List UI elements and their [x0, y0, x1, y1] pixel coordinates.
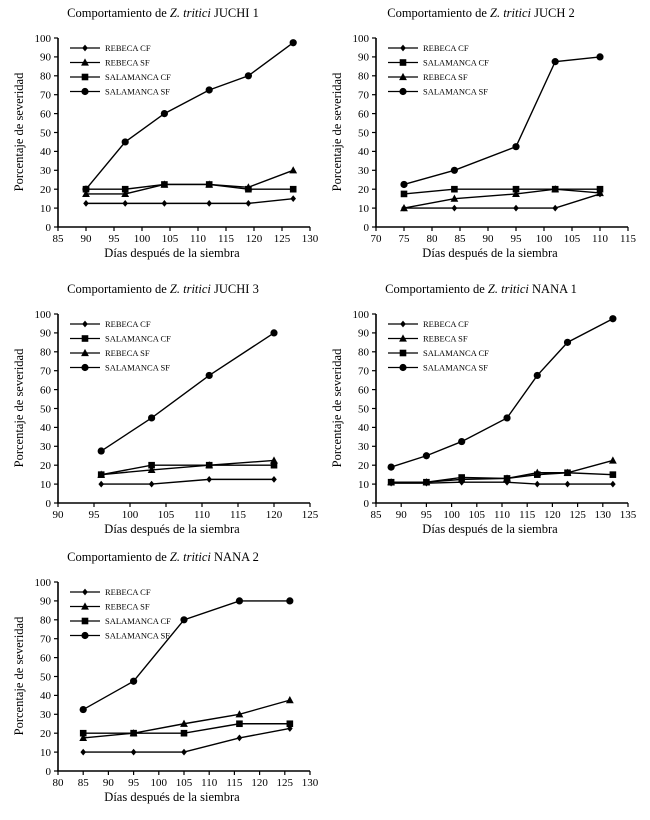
chart-title-suffix: JUCH 2	[530, 6, 575, 20]
x-tick-label: 105	[563, 233, 581, 245]
chart-title-species: Z. tritici	[490, 6, 531, 20]
diamond-marker-icon	[149, 481, 155, 488]
chart-juch-2	[326, 4, 646, 266]
y-tick-label: 90	[40, 51, 51, 64]
square-marker-icon	[130, 730, 137, 737]
circle-marker-icon	[82, 186, 89, 193]
y-tick-label: 70	[40, 89, 51, 102]
square-marker-icon	[400, 59, 407, 66]
y-tick-label: 30	[40, 441, 51, 454]
triangle-marker-icon	[286, 696, 294, 703]
circle-marker-icon	[245, 72, 252, 79]
legend-label: REBECA SF	[105, 601, 150, 612]
legend-label: REBECA CF	[105, 43, 151, 53]
x-tick-label: 110	[193, 509, 211, 521]
y-tick-label: 50	[40, 403, 51, 416]
y-tick-label: 10	[40, 202, 51, 215]
legend-label: SALAMANCA CF	[105, 616, 171, 626]
x-tick-label: 90	[52, 509, 64, 521]
y-tick-label: 30	[358, 441, 369, 454]
circle-marker-icon	[399, 88, 406, 95]
x-tick-label: 130	[301, 233, 319, 245]
x-tick-label: 100	[535, 233, 553, 245]
circle-marker-icon	[609, 315, 616, 322]
series-line-rebeca-sf	[101, 460, 274, 474]
chart-title-suffix: NANA 2	[210, 550, 259, 564]
y-tick-label: 60	[40, 652, 51, 665]
circle-marker-icon	[122, 138, 129, 145]
y-axis-label: Porcentaje de severidad	[330, 348, 344, 468]
y-tick-label: 50	[358, 403, 369, 416]
x-tick-label: 95	[108, 233, 120, 245]
x-axis-label: Días después de la siembra	[104, 246, 240, 260]
x-tick-label: 85	[454, 233, 466, 245]
diamond-marker-icon	[290, 195, 296, 202]
x-tick-label: 115	[229, 509, 247, 521]
y-tick-label: 90	[358, 327, 369, 340]
y-tick-label: 60	[358, 384, 369, 397]
x-axis-label: Días después de la siembra	[422, 522, 558, 536]
square-marker-icon	[245, 186, 252, 193]
square-marker-icon	[534, 471, 541, 478]
circle-marker-icon	[236, 597, 243, 604]
square-marker-icon	[400, 350, 407, 357]
chart-nana-2	[8, 548, 328, 810]
series-line-salamanca-cf	[86, 184, 293, 189]
x-axis-label: Días después de la siembra	[104, 522, 240, 536]
x-tick-label: 80	[52, 777, 64, 789]
diamond-marker-icon	[98, 481, 104, 488]
series-line-rebeca-cf	[404, 194, 600, 208]
y-tick-label: 20	[40, 460, 51, 472]
y-tick-label: 50	[40, 127, 51, 140]
chart-plot	[326, 24, 646, 246]
x-tick-label: 115	[226, 777, 243, 789]
x-tick-label: 100	[443, 509, 460, 521]
x-tick-label: 125	[301, 509, 319, 521]
diamond-marker-icon	[122, 200, 128, 207]
y-tick-label: 40	[40, 422, 51, 435]
square-marker-icon	[82, 335, 89, 342]
y-tick-label: 0	[45, 497, 51, 510]
circle-marker-icon	[596, 53, 603, 60]
diamond-marker-icon	[82, 321, 88, 328]
chart-title	[8, 282, 318, 297]
diamond-marker-icon	[271, 476, 277, 483]
y-tick-label: 80	[40, 614, 51, 627]
diamond-marker-icon	[162, 200, 168, 207]
diamond-marker-icon	[206, 476, 212, 483]
circle-marker-icon	[423, 452, 430, 459]
diamond-marker-icon	[83, 200, 89, 207]
square-marker-icon	[564, 469, 571, 476]
y-tick-label: 80	[40, 346, 51, 359]
y-tick-label: 50	[40, 671, 51, 684]
legend-label: SALAMANCA SF	[423, 86, 488, 97]
x-tick-label: 90	[80, 233, 92, 245]
x-tick-label: 105	[161, 233, 179, 245]
square-marker-icon	[236, 720, 243, 727]
x-tick-label: 75	[398, 233, 410, 245]
square-marker-icon	[181, 730, 188, 737]
circle-marker-icon	[503, 414, 510, 421]
y-tick-label: 80	[358, 346, 369, 359]
chart-title	[8, 6, 318, 21]
x-tick-label: 105	[468, 509, 486, 521]
chart-title-prefix: Comportamiento de	[67, 6, 170, 20]
x-tick-label: 90	[482, 233, 494, 245]
y-tick-label: 100	[352, 32, 369, 45]
x-tick-label: 100	[150, 777, 168, 789]
y-tick-label: 10	[358, 202, 369, 215]
diamond-marker-icon	[400, 321, 406, 328]
x-tick-label: 105	[157, 509, 175, 521]
y-tick-label: 50	[358, 127, 369, 140]
circle-marker-icon	[286, 597, 293, 604]
square-marker-icon	[287, 720, 294, 727]
diamond-marker-icon	[452, 205, 458, 212]
legend-label: REBECA SF	[423, 333, 468, 344]
y-tick-label: 90	[358, 51, 369, 64]
diamond-marker-icon	[181, 749, 187, 756]
x-tick-label: 135	[619, 509, 637, 521]
square-marker-icon	[122, 186, 129, 193]
x-tick-label: 115	[619, 233, 637, 245]
y-tick-label: 60	[358, 108, 369, 121]
circle-marker-icon	[81, 364, 88, 371]
x-tick-label: 110	[493, 509, 511, 521]
y-tick-label: 40	[40, 146, 51, 159]
x-tick-label: 85	[52, 233, 64, 245]
chart-title-species: Z. tritici	[169, 6, 211, 20]
chart-plot	[8, 24, 328, 246]
triangle-marker-icon	[289, 166, 297, 173]
chart-title	[326, 282, 636, 297]
chart-plot	[8, 300, 328, 522]
square-marker-icon	[451, 186, 458, 193]
legend-label: REBECA CF	[423, 319, 469, 329]
legend-label: REBECA CF	[105, 587, 151, 597]
x-tick-label: 125	[276, 777, 294, 789]
chart-title-suffix: NANA 1	[528, 282, 577, 296]
square-marker-icon	[80, 730, 87, 737]
y-axis-label: Porcentaje de severidad	[12, 616, 26, 736]
x-tick-label: 70	[370, 233, 382, 245]
diamond-marker-icon	[552, 205, 558, 212]
square-marker-icon	[423, 479, 430, 486]
circle-marker-icon	[458, 438, 465, 445]
y-tick-label: 10	[40, 478, 51, 491]
y-tick-label: 40	[358, 422, 369, 435]
circle-marker-icon	[451, 167, 458, 174]
circle-marker-icon	[206, 86, 213, 93]
x-tick-label: 90	[102, 777, 114, 789]
chart-nana-1	[326, 280, 646, 542]
legend-label: REBECA CF	[105, 319, 151, 329]
chart-title-prefix: Comportamiento de	[67, 550, 170, 564]
x-tick-label: 130	[594, 509, 612, 521]
y-tick-label: 30	[40, 709, 51, 722]
x-tick-label: 115	[217, 233, 235, 245]
circle-marker-icon	[512, 143, 519, 150]
x-tick-label: 80	[426, 233, 438, 245]
y-tick-label: 0	[45, 765, 51, 778]
series-line-rebeca-sf	[86, 170, 293, 194]
y-tick-label: 40	[40, 690, 51, 703]
chart-juchi-3	[8, 280, 328, 542]
square-marker-icon	[161, 181, 168, 188]
y-tick-label: 0	[363, 221, 369, 234]
x-tick-label: 85	[77, 777, 89, 789]
x-tick-label: 110	[591, 233, 609, 245]
chart-title	[326, 6, 636, 21]
x-tick-label: 130	[301, 777, 319, 789]
circle-marker-icon	[161, 110, 168, 117]
square-marker-icon	[206, 181, 213, 188]
y-tick-label: 30	[40, 165, 51, 178]
y-tick-label: 100	[34, 308, 51, 321]
circle-marker-icon	[81, 632, 88, 639]
square-marker-icon	[82, 618, 89, 625]
y-tick-label: 20	[358, 184, 369, 196]
y-tick-label: 40	[358, 146, 369, 159]
x-tick-label: 105	[175, 777, 193, 789]
chart-title-species: Z. tritici	[169, 282, 211, 296]
y-tick-label: 70	[40, 633, 51, 646]
circle-marker-icon	[80, 706, 87, 713]
chart-title-suffix: JUCHI 3	[210, 282, 259, 296]
diamond-marker-icon	[131, 749, 137, 756]
square-marker-icon	[504, 475, 511, 482]
diamond-marker-icon	[565, 481, 571, 488]
chart-title-prefix: Comportamiento de	[385, 282, 488, 296]
x-axis-label: Días después de la siembra	[422, 246, 558, 260]
legend-label: SALAMANCA SF	[105, 86, 170, 97]
circle-marker-icon	[388, 463, 395, 470]
diamond-marker-icon	[246, 200, 252, 207]
diamond-marker-icon	[610, 481, 616, 488]
circle-marker-icon	[206, 372, 213, 379]
y-axis-label: Porcentaje de severidad	[12, 72, 26, 192]
y-tick-label: 20	[40, 184, 51, 196]
x-tick-label: 110	[201, 777, 218, 789]
square-marker-icon	[290, 186, 297, 193]
diamond-marker-icon	[534, 481, 540, 488]
legend-label: REBECA SF	[423, 72, 468, 82]
x-tick-label: 95	[510, 233, 522, 245]
circle-marker-icon	[564, 339, 571, 346]
x-tick-label: 115	[519, 509, 536, 521]
y-tick-label: 10	[358, 478, 369, 491]
y-tick-label: 90	[40, 595, 51, 608]
legend-label: REBECA SF	[105, 348, 150, 358]
y-axis-label: Porcentaje de severidad	[330, 72, 344, 192]
chart-juchi-1	[8, 4, 328, 266]
square-marker-icon	[82, 74, 89, 81]
x-tick-label: 100	[121, 509, 139, 521]
circle-marker-icon	[399, 364, 406, 371]
y-tick-label: 20	[358, 460, 369, 472]
circle-marker-icon	[98, 447, 105, 454]
circle-marker-icon	[148, 414, 155, 421]
diamond-marker-icon	[237, 735, 243, 742]
square-marker-icon	[610, 471, 617, 478]
y-tick-label: 0	[363, 497, 369, 510]
x-tick-label: 95	[128, 777, 140, 789]
y-tick-label: 0	[45, 221, 51, 234]
circle-marker-icon	[552, 58, 559, 65]
square-marker-icon	[458, 474, 465, 481]
square-marker-icon	[401, 191, 408, 198]
y-tick-label: 100	[352, 308, 369, 321]
x-tick-label: 120	[251, 777, 268, 789]
y-tick-label: 80	[40, 70, 51, 83]
legend-label: REBECA CF	[423, 43, 469, 53]
legend-label: SALAMANCA SF	[105, 362, 170, 373]
y-tick-label: 30	[358, 165, 369, 178]
circle-marker-icon	[130, 678, 137, 685]
chart-title	[8, 550, 318, 565]
legend-label: SALAMANCA SF	[105, 630, 170, 641]
x-tick-label: 120	[245, 233, 263, 245]
x-tick-label: 90	[395, 509, 407, 521]
circle-marker-icon	[290, 39, 297, 46]
circle-marker-icon	[81, 88, 88, 95]
x-tick-label: 110	[189, 233, 207, 245]
series-line-rebeca-cf	[86, 199, 293, 204]
x-axis-label: Días después de la siembra	[104, 790, 240, 804]
y-tick-label: 70	[358, 89, 369, 102]
chart-title-suffix: JUCHI 1	[210, 6, 259, 20]
chart-title-species: Z. tritici	[169, 550, 211, 564]
series-line-rebeca-sf	[404, 189, 600, 208]
diamond-marker-icon	[80, 749, 86, 756]
circle-marker-icon	[180, 616, 187, 623]
y-tick-label: 60	[40, 108, 51, 121]
x-tick-label: 95	[420, 509, 432, 521]
x-tick-label: 95	[88, 509, 100, 521]
legend-label: SALAMANCA CF	[105, 72, 171, 82]
x-tick-label: 125	[273, 233, 291, 245]
diamond-marker-icon	[400, 45, 406, 52]
y-tick-label: 70	[40, 365, 51, 378]
y-tick-label: 20	[40, 728, 51, 740]
diamond-marker-icon	[82, 45, 88, 52]
x-tick-label: 100	[133, 233, 151, 245]
diamond-marker-icon	[206, 200, 212, 207]
y-tick-label: 80	[358, 70, 369, 83]
circle-marker-icon	[270, 329, 277, 336]
triangle-marker-icon	[609, 456, 617, 463]
legend-label: REBECA SF	[105, 57, 150, 68]
chart-title-prefix: Comportamiento de	[387, 6, 490, 20]
x-tick-label: 85	[370, 509, 382, 521]
series-line-rebeca-cf	[101, 479, 274, 484]
chart-plot	[8, 568, 328, 790]
legend-label: SALAMANCA CF	[105, 333, 171, 344]
diamond-marker-icon	[82, 589, 88, 596]
square-marker-icon	[388, 479, 395, 486]
x-tick-label: 125	[569, 509, 586, 521]
legend-label: SALAMANCA CF	[423, 348, 489, 358]
y-tick-label: 60	[40, 384, 51, 397]
y-tick-label: 10	[40, 746, 51, 759]
legend-label: SALAMANCA SF	[423, 362, 488, 373]
y-tick-label: 100	[34, 576, 51, 589]
diamond-marker-icon	[513, 205, 519, 212]
x-tick-label: 120	[544, 509, 561, 521]
chart-plot	[326, 300, 646, 522]
legend-label: SALAMANCA CF	[423, 57, 489, 68]
y-axis-label: Porcentaje de severidad	[12, 348, 26, 468]
y-tick-label: 90	[40, 327, 51, 340]
x-tick-label: 120	[265, 509, 283, 521]
circle-marker-icon	[400, 181, 407, 188]
chart-title-species: Z. tritici	[487, 282, 529, 296]
y-tick-label: 100	[34, 32, 51, 45]
chart-title-prefix: Comportamiento de	[67, 282, 170, 296]
y-tick-label: 70	[358, 365, 369, 378]
circle-marker-icon	[534, 372, 541, 379]
